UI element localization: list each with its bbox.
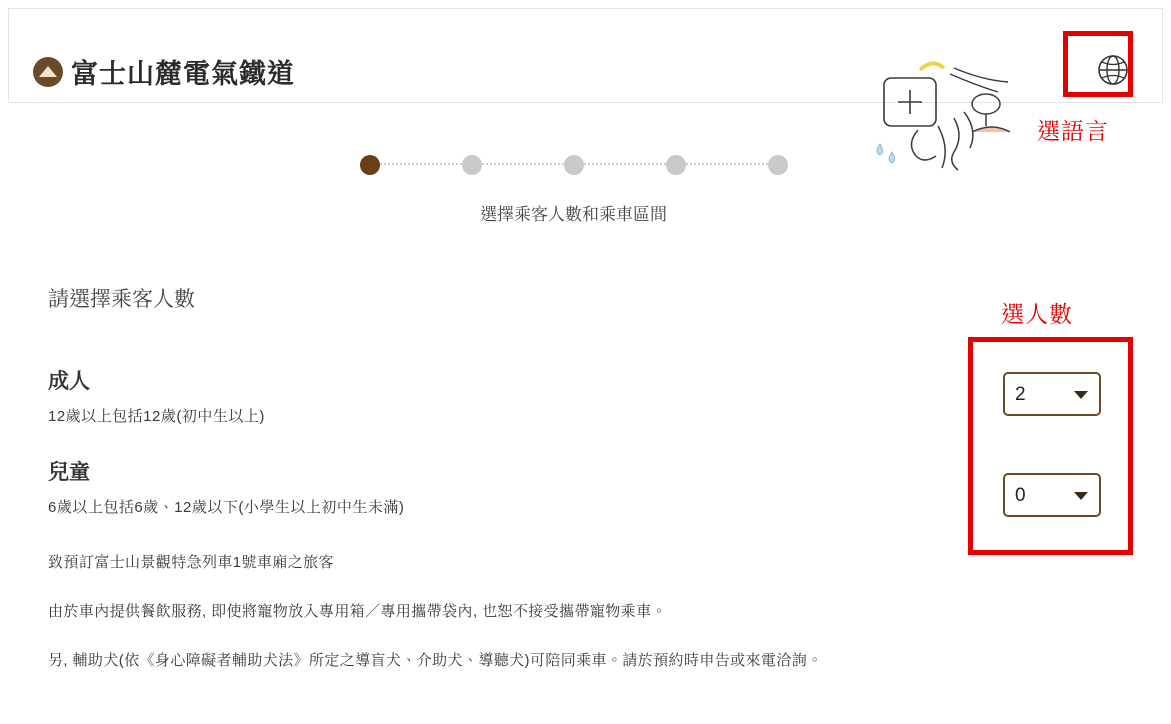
note-3: 另, 輔助犬(依《身心障礙者輔助犬法》所定之導盲犬、介助犬、導聽犬)可陪同乘車。請於預約時申告或來電洽詢。: [48, 652, 823, 669]
fare-name-adult: 成人: [48, 370, 90, 393]
adult-count-select[interactable]: [1003, 372, 1101, 416]
step-dot-1[interactable]: [360, 155, 380, 175]
fare-name-child: 兒童: [48, 461, 90, 484]
stepper-caption: 選擇乘客人數和乘車區間: [480, 205, 667, 224]
step-connector-4: [686, 163, 768, 167]
step-connector-1: [380, 163, 462, 167]
step-dot-4[interactable]: [666, 155, 686, 175]
fare-row-adult: [48, 365, 948, 426]
child-count-select-wrapper[interactable]: [1003, 473, 1101, 517]
adult-count-select-wrapper[interactable]: [1003, 372, 1101, 416]
site-header: [8, 8, 1163, 103]
step-dot-2[interactable]: [462, 155, 482, 175]
fare-desc-adult: 12歲以上包括12歲(初中生以上): [48, 408, 265, 425]
notes-block: [48, 551, 948, 670]
fare-row-child: [48, 456, 948, 517]
passenger-count-highlight-box: [968, 337, 1133, 555]
note-1: 致預訂富士山景觀特急列車1號車廂之旅客: [48, 554, 334, 571]
globe-icon[interactable]: [1094, 51, 1132, 89]
step-connector-2: [482, 163, 564, 167]
passenger-count-annotation-label: 選人數: [1001, 301, 1073, 327]
main-content: [48, 283, 948, 698]
mountain-logo-icon: [33, 57, 63, 87]
progress-stepper: [0, 155, 1147, 175]
brand-name: 富士山麓電氣鐵道: [71, 59, 295, 89]
note-2: 由於車內提供餐飲服務, 即使將寵物放入專用箱／專用攜帶袋內, 也恕不接受攜帶寵物乘車。: [48, 603, 667, 620]
fare-desc-child: 6歲以上包括6歲、12歲以下(小學生以上初中生未滿): [48, 499, 405, 516]
page-title: 請選擇乘客人數: [48, 288, 195, 311]
child-count-select[interactable]: [1003, 473, 1101, 517]
brand[interactable]: [33, 52, 295, 91]
language-annotation-label: 選語言: [1037, 118, 1109, 144]
step-dot-3[interactable]: [564, 155, 584, 175]
step-dot-5[interactable]: [768, 155, 788, 175]
step-connector-3: [584, 163, 666, 167]
